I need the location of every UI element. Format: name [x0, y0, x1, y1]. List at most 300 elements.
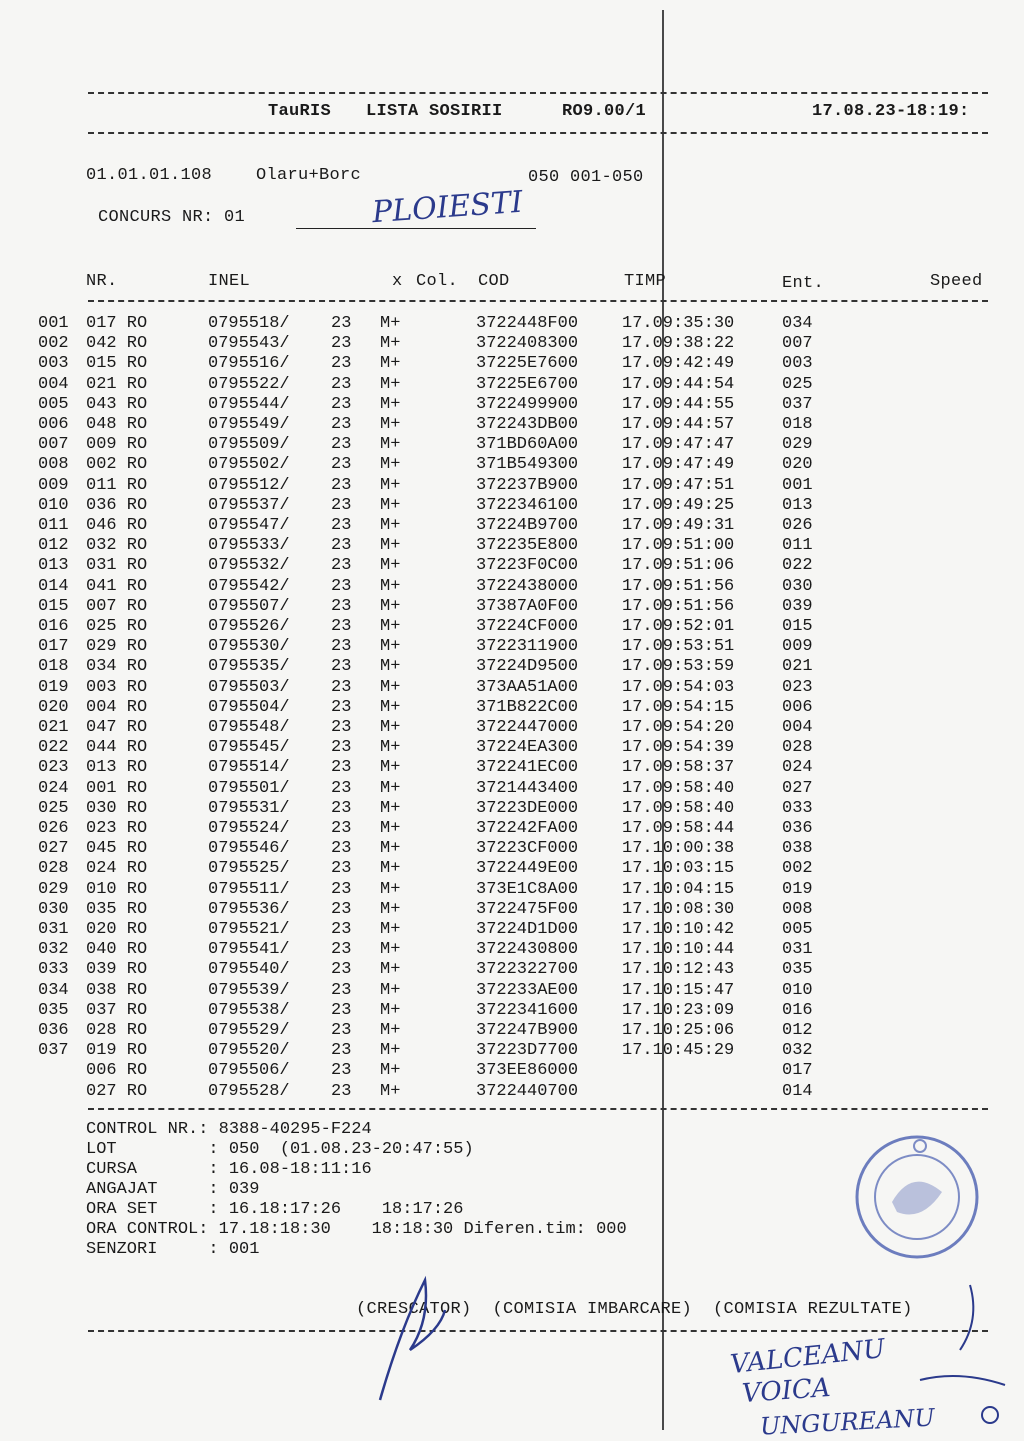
row-sex: M+: [380, 455, 401, 475]
row-ring: 0795504/: [208, 697, 290, 717]
header-system: TauRIS: [268, 102, 332, 121]
table-row: [0, 476, 1024, 496]
row-entry: 038: [782, 839, 813, 859]
row-code: 3722448F00: [476, 314, 579, 333]
row-entry: 036: [782, 819, 813, 838]
row-code: 37224CF000: [476, 617, 579, 636]
table-row: [0, 799, 1024, 819]
row-position: 033: [38, 960, 69, 980]
row-number: 025 RO: [86, 617, 148, 636]
row-ring: 0795525/: [208, 859, 290, 879]
row-ring: 0795502/: [208, 455, 290, 475]
row-entry: 028: [782, 738, 813, 758]
row-position: 022: [38, 738, 69, 758]
row-year: 23: [331, 1041, 352, 1061]
row-time: 17.09:52:01: [622, 617, 735, 636]
table-row: [0, 779, 1024, 799]
row-year: 23: [331, 899, 352, 919]
row-position: 028: [38, 859, 69, 879]
row-time: 17.09:47:51: [622, 475, 735, 495]
table-row: [0, 455, 1024, 475]
table-row: [0, 981, 1024, 1001]
row-entry: 039: [782, 596, 813, 616]
row-time: 17.09:54:39: [622, 738, 735, 758]
row-code: 37223F0C00: [476, 556, 579, 576]
row-time: 17.09:49:31: [622, 516, 735, 535]
row-position: 010: [38, 495, 69, 515]
contest-underline: [296, 228, 536, 229]
table-row: [0, 637, 1024, 657]
row-position: 035: [38, 1000, 69, 1020]
row-year: 23: [331, 758, 352, 778]
table-row: [0, 556, 1024, 576]
angajat: ANGAJAT : 039: [86, 1180, 260, 1199]
row-position: 036: [38, 1021, 69, 1040]
row-entry: 024: [782, 758, 813, 778]
row-year: 23: [331, 1061, 352, 1081]
row-number: 030 RO: [86, 798, 148, 818]
row-number: 009 RO: [86, 435, 148, 455]
row-entry: 023: [782, 677, 813, 697]
row-sex: M+: [380, 415, 401, 434]
row-number: 029 RO: [86, 637, 148, 657]
row-year: 23: [331, 879, 352, 899]
row-code: 371BD60A00: [476, 435, 579, 455]
row-position: 009: [38, 475, 69, 495]
table-row: [0, 657, 1024, 677]
row-time: 17.10:04:15: [622, 879, 735, 899]
row-sex: M+: [380, 354, 401, 374]
table-row: [0, 859, 1024, 879]
row-code: 37224D9500: [476, 657, 579, 677]
row-ring: 0795547/: [208, 516, 290, 535]
row-sex: M+: [380, 657, 401, 677]
row-sex: M+: [380, 899, 401, 919]
row-entry: 017: [782, 1061, 813, 1081]
row-sex: M+: [380, 697, 401, 717]
row-entry: 031: [782, 940, 813, 960]
row-ring: 0795536/: [208, 899, 290, 919]
row-position: 013: [38, 556, 69, 576]
row-ring: 0795546/: [208, 839, 290, 859]
row-year: 23: [331, 536, 352, 556]
row-number: 041 RO: [86, 576, 148, 596]
col-time: TIMP: [624, 272, 667, 291]
row-code: 3722499900: [476, 394, 579, 414]
table-row: [0, 1041, 1024, 1061]
row-number: 044 RO: [86, 738, 148, 758]
row-sex: M+: [380, 495, 401, 515]
row-ring: 0795549/: [208, 415, 290, 434]
row-time: 17.09:54:03: [622, 677, 735, 697]
row-number: 020 RO: [86, 920, 148, 939]
row-year: 23: [331, 354, 352, 374]
row-position: 018: [38, 657, 69, 677]
row-entry: 012: [782, 1021, 813, 1040]
row-time: 17.09:44:54: [622, 374, 735, 394]
row-code: 372237B900: [476, 475, 579, 495]
row-number: 032 RO: [86, 536, 148, 556]
row-number: 017 RO: [86, 314, 148, 333]
table-row: [0, 880, 1024, 900]
row-year: 23: [331, 960, 352, 980]
row-sex: M+: [380, 536, 401, 556]
row-time: 17.09:42:49: [622, 354, 735, 374]
row-number: 043 RO: [86, 394, 148, 414]
row-time: 17.10:10:44: [622, 940, 735, 960]
table-row: [0, 496, 1024, 516]
table-row: [0, 1021, 1024, 1041]
row-code: 3722341600: [476, 1000, 579, 1020]
row-entry: 009: [782, 637, 813, 657]
row-code: 372241EC00: [476, 758, 579, 778]
row-sex: M+: [380, 879, 401, 899]
row-time: 17.10:03:15: [622, 859, 735, 879]
row-ring: 0795512/: [208, 475, 290, 495]
row-sex: M+: [380, 556, 401, 576]
row-time: 17.09:58:44: [622, 819, 735, 838]
row-ring: 0795507/: [208, 596, 290, 616]
row-sex: M+: [380, 778, 401, 798]
lot: LOT : 050 (01.08.23-20:47:55): [86, 1140, 474, 1159]
table-row: [0, 900, 1024, 920]
row-entry: 010: [782, 980, 813, 1000]
row-sex: M+: [380, 637, 401, 657]
row-position: 029: [38, 879, 69, 899]
row-entry: 013: [782, 495, 813, 515]
row-year: 23: [331, 657, 352, 677]
row-number: 011 RO: [86, 475, 148, 495]
row-position: 005: [38, 394, 69, 414]
row-code: 37225E6700: [476, 374, 579, 394]
row-position: 004: [38, 374, 69, 394]
owner-range: 050 001-050: [528, 168, 644, 187]
row-year: 23: [331, 637, 352, 657]
row-position: 006: [38, 415, 69, 434]
contest-label: CONCURS NR: 01: [98, 208, 246, 227]
row-number: 023 RO: [86, 819, 148, 838]
row-entry: 007: [782, 334, 813, 354]
row-position: 034: [38, 980, 69, 1000]
row-number: 045 RO: [86, 839, 148, 859]
table-row: [0, 698, 1024, 718]
row-time: 17.10:25:06: [622, 1021, 735, 1040]
signature-1: VALCEANU: [728, 1333, 887, 1381]
row-entry: 021: [782, 657, 813, 677]
federation-stamp: [852, 1132, 982, 1262]
table-row: [0, 960, 1024, 980]
row-year: 23: [331, 334, 352, 354]
row-ring: 0795537/: [208, 495, 290, 515]
row-position: 011: [38, 516, 69, 535]
row-time: 17.10:08:30: [622, 899, 735, 919]
row-sex: M+: [380, 758, 401, 778]
row-ring: 0795548/: [208, 718, 290, 737]
row-time: 17.10:00:38: [622, 839, 735, 859]
row-sex: M+: [380, 1081, 401, 1101]
senzori: SENZORI : 001: [86, 1240, 260, 1259]
row-number: 036 RO: [86, 495, 148, 515]
row-year: 23: [331, 374, 352, 394]
row-ring: 0795531/: [208, 798, 290, 818]
row-year: 23: [331, 556, 352, 576]
row-position: 019: [38, 677, 69, 697]
row-position: 015: [38, 596, 69, 616]
row-year: 23: [331, 980, 352, 1000]
row-time: 17.09:51:56: [622, 576, 735, 596]
row-position: 027: [38, 839, 69, 859]
row-entry: 016: [782, 1000, 813, 1020]
row-ring: 0795506/: [208, 1061, 290, 1081]
row-time: 17.09:47:49: [622, 455, 735, 475]
row-entry: 029: [782, 435, 813, 455]
row-time: 17.09:54:20: [622, 718, 735, 737]
row-number: 006 RO: [86, 1061, 148, 1081]
row-sex: M+: [380, 980, 401, 1000]
row-code: 373E1C8A00: [476, 879, 579, 899]
row-year: 23: [331, 596, 352, 616]
row-time: 17.09:49:25: [622, 495, 735, 515]
row-entry: 014: [782, 1081, 813, 1101]
row-sex: M+: [380, 435, 401, 455]
table-row: [0, 334, 1024, 354]
row-sex: M+: [380, 475, 401, 495]
row-sex: M+: [380, 677, 401, 697]
row-year: 23: [331, 859, 352, 879]
row-position: 012: [38, 536, 69, 556]
row-time: 17.10:23:09: [622, 1000, 735, 1020]
row-number: 003 RO: [86, 677, 148, 697]
row-code: 371B822C00: [476, 697, 579, 717]
row-code: 372233AE00: [476, 980, 579, 1000]
row-time: 17.09:54:15: [622, 697, 735, 717]
row-position: 017: [38, 637, 69, 657]
row-sex: M+: [380, 859, 401, 879]
table-row: [0, 1001, 1024, 1021]
row-number: 042 RO: [86, 334, 148, 354]
row-code: 3721443400: [476, 778, 579, 798]
row-ring: 0795511/: [208, 879, 290, 899]
row-sex: M+: [380, 394, 401, 414]
row-sex: M+: [380, 798, 401, 818]
header-code: RO9.00/1: [562, 102, 647, 121]
row-code: 3722322700: [476, 960, 579, 980]
row-entry: 037: [782, 394, 813, 414]
row-ring: 0795529/: [208, 1021, 290, 1040]
row-year: 23: [331, 1081, 352, 1101]
table-row: [0, 354, 1024, 374]
row-code: 372235E800: [476, 536, 579, 556]
row-sex: M+: [380, 596, 401, 616]
col-x: x: [392, 272, 403, 291]
row-year: 23: [331, 394, 352, 414]
row-position: 001: [38, 314, 69, 333]
row-sex: M+: [380, 940, 401, 960]
row-entry: 005: [782, 920, 813, 939]
row-year: 23: [331, 778, 352, 798]
divider-top: [88, 92, 988, 94]
row-year: 23: [331, 677, 352, 697]
row-number: 021 RO: [86, 374, 148, 394]
row-sex: M+: [380, 334, 401, 354]
table-row: [0, 1061, 1024, 1081]
row-ring: 0795539/: [208, 980, 290, 1000]
row-entry: 011: [782, 536, 813, 556]
row-entry: 001: [782, 475, 813, 495]
row-number: 015 RO: [86, 354, 148, 374]
row-year: 23: [331, 819, 352, 838]
row-ring: 0795528/: [208, 1081, 290, 1101]
row-number: 047 RO: [86, 718, 148, 737]
row-ring: 0795530/: [208, 637, 290, 657]
row-entry: 025: [782, 374, 813, 394]
col-ent: Ent.: [782, 274, 825, 293]
row-position: 014: [38, 576, 69, 596]
row-time: 17.09:47:47: [622, 435, 735, 455]
row-position: 007: [38, 435, 69, 455]
row-sex: M+: [380, 960, 401, 980]
row-year: 23: [331, 475, 352, 495]
row-number: 028 RO: [86, 1021, 148, 1040]
row-code: 373EE86000: [476, 1061, 579, 1081]
row-code: 3722408300: [476, 334, 579, 354]
row-year: 23: [331, 920, 352, 939]
row-code: 37223D7700: [476, 1041, 579, 1061]
row-entry: 035: [782, 960, 813, 980]
row-year: 23: [331, 576, 352, 596]
row-number: 037 RO: [86, 1000, 148, 1020]
row-sex: M+: [380, 738, 401, 758]
row-position: 032: [38, 940, 69, 960]
row-time: 17.09:58:37: [622, 758, 735, 778]
table-row: [0, 395, 1024, 415]
row-entry: 002: [782, 859, 813, 879]
row-sex: M+: [380, 718, 401, 737]
row-code: 37387A0F00: [476, 596, 579, 616]
signature-2: VOICA: [741, 1372, 832, 1410]
row-sex: M+: [380, 516, 401, 535]
row-code: 3722438000: [476, 576, 579, 596]
divider-footer: [88, 1108, 988, 1110]
row-sex: M+: [380, 576, 401, 596]
row-number: 010 RO: [86, 879, 148, 899]
handwritten-location: PLOIESTI: [370, 184, 524, 231]
row-ring: 0795509/: [208, 435, 290, 455]
row-ring: 0795532/: [208, 556, 290, 576]
row-position: 016: [38, 617, 69, 636]
row-time: 17.10:12:43: [622, 960, 735, 980]
row-sex: M+: [380, 1000, 401, 1020]
row-code: 37223CF000: [476, 839, 579, 859]
row-ring: 0795520/: [208, 1041, 290, 1061]
row-code: 37223DE000: [476, 798, 579, 818]
row-time: 17.09:38:22: [622, 334, 735, 354]
row-sex: M+: [380, 1021, 401, 1040]
table-row: [0, 940, 1024, 960]
row-sex: M+: [380, 374, 401, 394]
signature-breeder: [370, 1270, 450, 1410]
row-ring: 0795540/: [208, 960, 290, 980]
row-year: 23: [331, 495, 352, 515]
row-position: 020: [38, 697, 69, 717]
row-code: 373AA51A00: [476, 677, 579, 697]
table-row: [0, 718, 1024, 738]
row-year: 23: [331, 940, 352, 960]
table-row: [0, 375, 1024, 395]
table-row: [0, 435, 1024, 455]
row-code: 37224D1D00: [476, 920, 579, 939]
row-position: 026: [38, 819, 69, 838]
row-year: 23: [331, 516, 352, 535]
row-entry: 030: [782, 576, 813, 596]
row-ring: 0795543/: [208, 334, 290, 354]
row-entry: 018: [782, 415, 813, 434]
row-position: 025: [38, 798, 69, 818]
row-ring: 0795541/: [208, 940, 290, 960]
row-ring: 0795538/: [208, 1000, 290, 1020]
table-row: [0, 920, 1024, 940]
row-number: 040 RO: [86, 940, 148, 960]
row-year: 23: [331, 1021, 352, 1040]
row-entry: 026: [782, 516, 813, 535]
row-number: 027 RO: [86, 1081, 148, 1101]
header-title: LISTA SOSIRII: [366, 102, 503, 121]
row-ring: 0795535/: [208, 657, 290, 677]
row-ring: 0795516/: [208, 354, 290, 374]
row-code: 3722449E00: [476, 859, 579, 879]
row-number: 007 RO: [86, 596, 148, 616]
row-number: 031 RO: [86, 556, 148, 576]
row-sex: M+: [380, 920, 401, 939]
col-cod: COD: [478, 272, 510, 291]
row-time: 17.09:35:30: [622, 314, 735, 333]
row-number: 019 RO: [86, 1041, 148, 1061]
row-year: 23: [331, 798, 352, 818]
row-year: 23: [331, 697, 352, 717]
row-ring: 0795544/: [208, 394, 290, 414]
row-position: 037: [38, 1041, 69, 1061]
row-ring: 0795524/: [208, 819, 290, 838]
row-ring: 0795514/: [208, 758, 290, 778]
row-ring: 0795542/: [208, 576, 290, 596]
row-position: 030: [38, 899, 69, 919]
header-datetime: 17.08.23-18:19:: [812, 102, 970, 121]
row-ring: 0795518/: [208, 314, 290, 333]
row-time: 17.09:44:55: [622, 394, 735, 414]
row-number: 048 RO: [86, 415, 148, 434]
table-row: [0, 577, 1024, 597]
table-row: [0, 839, 1024, 859]
control-nr: CONTROL NR.: 8388-40295-F224: [86, 1120, 372, 1139]
row-year: 23: [331, 718, 352, 737]
row-entry: 033: [782, 798, 813, 818]
table-row: [0, 738, 1024, 758]
row-position: 021: [38, 718, 69, 737]
row-time: 17.09:44:57: [622, 415, 735, 434]
row-number: 024 RO: [86, 859, 148, 879]
row-code: 37225E7600: [476, 354, 579, 374]
row-entry: 022: [782, 556, 813, 576]
row-code: 3722346100: [476, 495, 579, 515]
row-number: 034 RO: [86, 657, 148, 677]
row-entry: 019: [782, 879, 813, 899]
row-number: 001 RO: [86, 778, 148, 798]
row-code: 371B549300: [476, 455, 579, 475]
row-year: 23: [331, 839, 352, 859]
row-ring: 0795521/: [208, 920, 290, 939]
row-code: 3722430800: [476, 940, 579, 960]
row-code: 372247B900: [476, 1021, 579, 1040]
